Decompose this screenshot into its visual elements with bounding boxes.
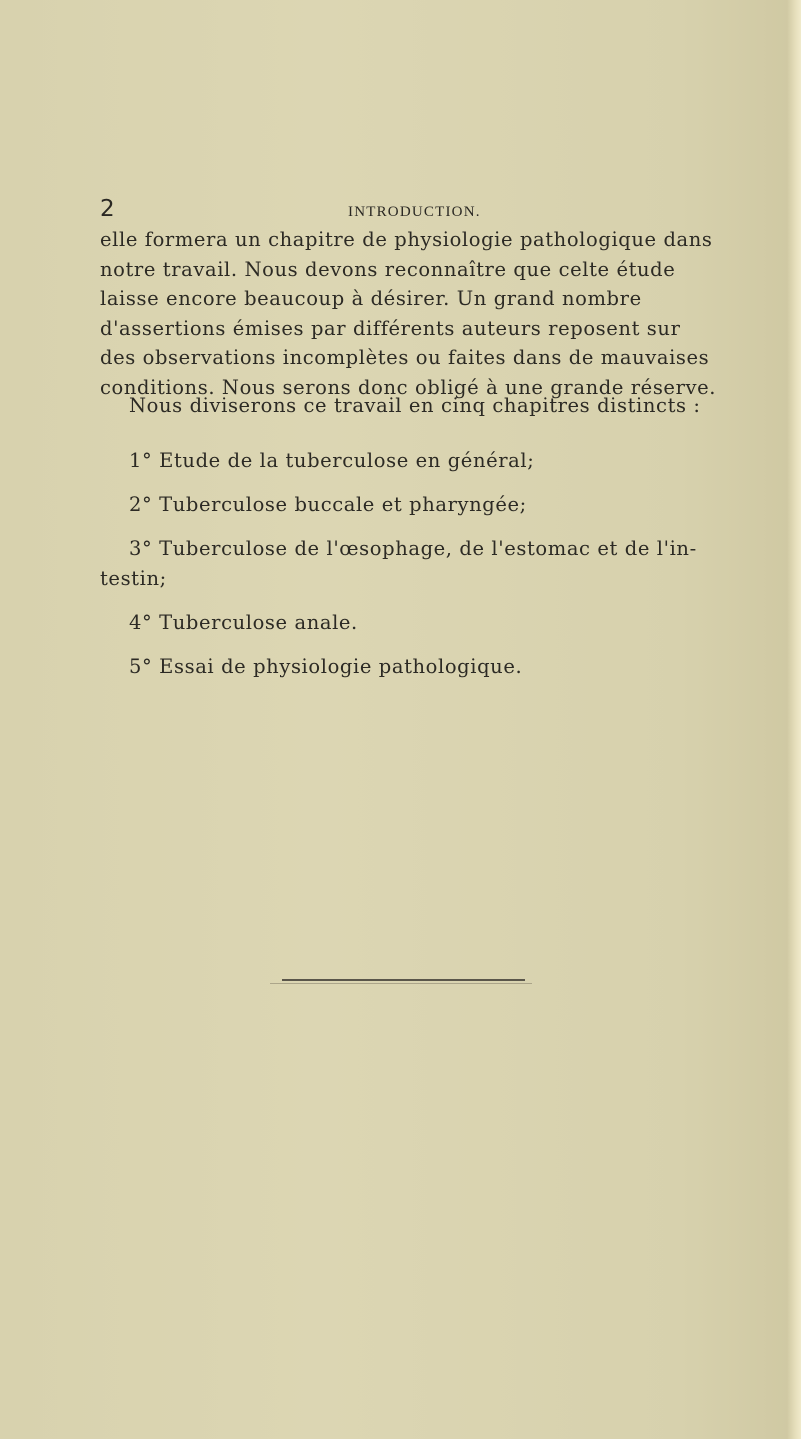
page-number: 2 — [100, 196, 115, 222]
chapters-intro: Nous diviserons ce travail en cinq chapitres distincts : — [129, 394, 701, 417]
paragraph-line: d'assertions émises par différents auteurs reposent sur — [100, 316, 681, 340]
chapter-item: 5° Essai de physiologie pathologique. — [129, 655, 523, 678]
section-divider — [282, 979, 525, 981]
chapter-item: 4° Tuberculose anale. — [129, 611, 358, 634]
running-title: INTRODUCTION. — [348, 204, 481, 220]
paragraph-line: laisse encore beaucoup à désirer. Un grand nombre — [100, 287, 642, 311]
chapter-item: 1° Etude de la tuberculose en général; — [129, 449, 535, 472]
paragraph-line: elle formera un chapitre de physiologie pathologique dans — [100, 228, 713, 251]
chapter-item-continuation: testin; — [100, 567, 167, 590]
chapter-item-text: 3° Tuberculose de l'œsophage, de l'estomac et de l'in- — [129, 537, 697, 560]
paragraph-line: des observations incomplètes ou faites dans de mauvaises — [100, 346, 710, 370]
body-paragraph — [100, 225, 740, 403]
section-divider-shadow — [270, 983, 532, 984]
paragraph-line: conditions. Nous serons donc obligé à une grande réserve. — [100, 375, 717, 399]
chapter-item: 2° Tuberculose buccale et pharyngée; — [129, 493, 527, 516]
chapter-list — [100, 446, 740, 696]
paragraph-line: notre travail. Nous devons reconnaître que celte étude — [100, 257, 676, 281]
chapter-item — [100, 534, 740, 594]
